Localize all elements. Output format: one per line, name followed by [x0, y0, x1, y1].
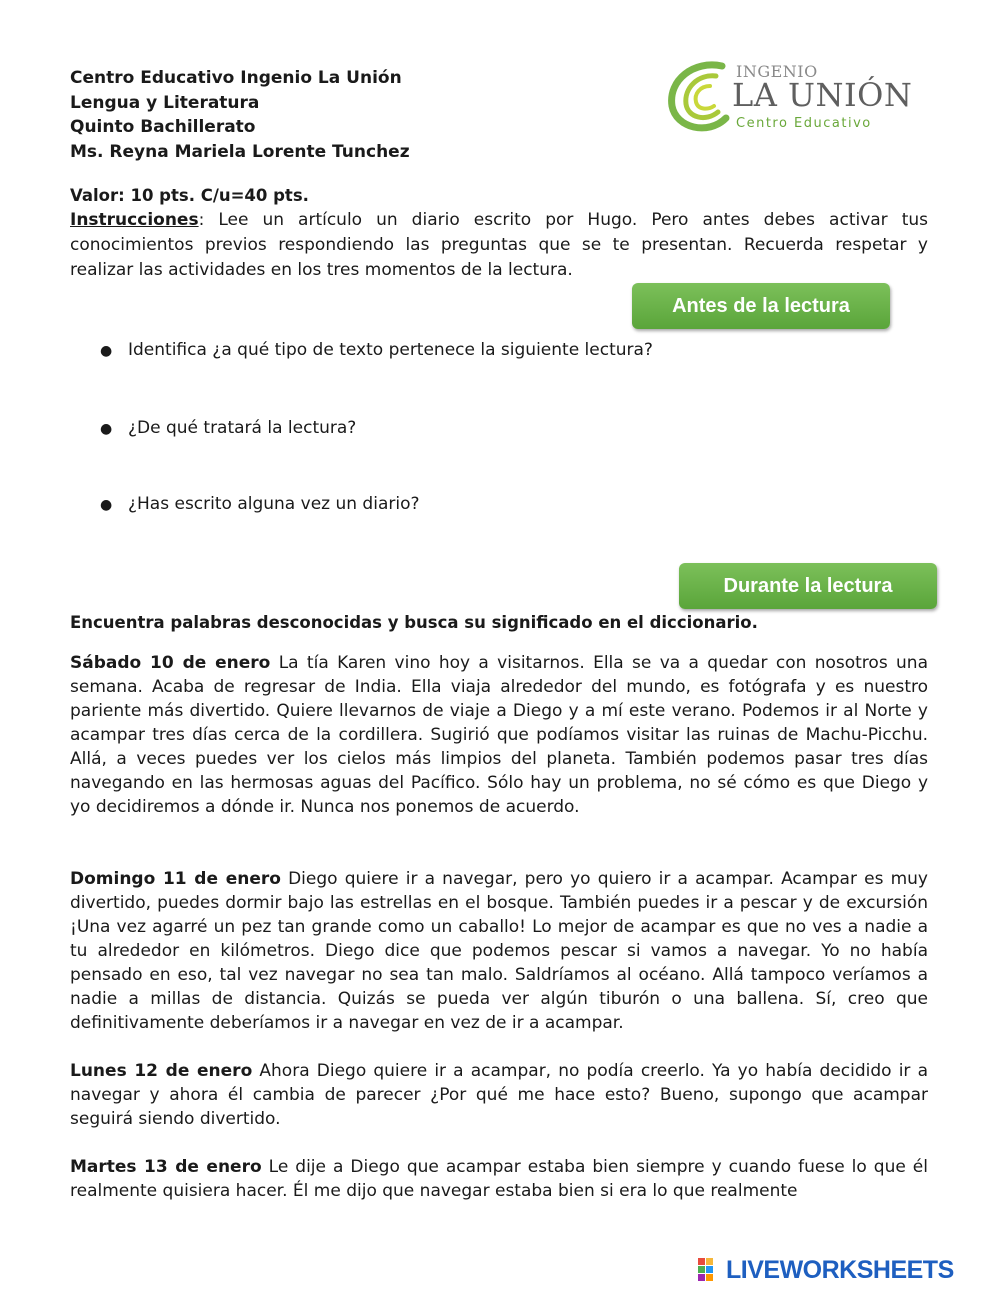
logo-main-text: LA UNIÓN	[732, 76, 913, 114]
diary-entry	[70, 1155, 928, 1203]
liveworksheets-text: LIVEWORKSHEETS	[726, 1256, 954, 1284]
score-value: Valor: 10 pts. C/u=40 pts.	[70, 186, 309, 205]
school-logo	[664, 58, 934, 136]
task-instruction: Encuentra palabras desconocidas y busca su significado en el diccionario.	[70, 613, 758, 632]
question-text: ¿Has escrito alguna vez un diario?	[128, 494, 420, 514]
instructions	[70, 208, 928, 283]
logo-swirl-icon	[664, 58, 734, 136]
diary-text: Ahora Diego quiere ir a acampar, no podía creerlo. Ya yo había decidido ir a navegar y ahora él cambia de parecer ¿Por qué me hace esto? Bueno, supongo que acampar seguirá siendo divertido.	[70, 1061, 928, 1129]
section-badge-antes: Antes de la lectura	[632, 283, 890, 329]
grade-name: Quinto Bachillerato	[70, 117, 256, 137]
bullet-icon: ●	[100, 421, 113, 437]
section-badge-durante: Durante la lectura	[679, 563, 937, 609]
question-item	[100, 340, 653, 360]
bullet-icon: ●	[100, 343, 113, 359]
liveworksheets-logo-icon	[698, 1258, 722, 1282]
diary-date: Domingo 11 de enero	[70, 869, 281, 889]
school-name: Centro Educativo Ingenio La Unión	[70, 68, 402, 88]
diary-entry	[70, 651, 928, 819]
diary-date: Sábado 10 de enero	[70, 653, 271, 673]
subject-name: Lengua y Literatura	[70, 92, 260, 113]
instructions-text: : Lee un artículo un diario escrito por Hugo. Pero antes debes activar tus conocimientos previos respondiendo las preguntas que se te presentan. Recuerda respetar y realizar las actividades en los tres momentos de la lectura.	[70, 210, 928, 280]
teacher-name: Ms. Reyna Mariela Lorente Tunchez	[70, 141, 410, 162]
header-info	[70, 66, 410, 164]
diary-date: Lunes 12 de enero	[70, 1061, 253, 1081]
instructions-label: Instrucciones	[70, 210, 199, 230]
logo-top-text: INGENIO	[736, 62, 818, 81]
diary-text: La tía Karen vino hoy a visitarnos. Ella se va a quedar con nosotros una semana. Acaba de regresar de India. Ella viaja alrededor del mundo, es fotógrafa y es nuestro pariente más divertido. Quiere llevarnos de viaje a Diego y a mí este verano. Podemos ir al Norte y acampar tres días cerca de la cordillera. Sugirió que podíamos visitar las ruinas de Machu-Picchu. Allá, a veces puedes ver los cielos más limpios del planeta. También podemos pasar tres días navegando en las hermosas aguas del Pacífico. Sólo hay un problema, no sé cómo es que Diego y yo decidiremos a dónde ir. Nunca nos ponemos de acuerdo.	[70, 653, 928, 817]
question-item	[100, 418, 356, 438]
question-text: ¿De qué tratará la lectura?	[128, 418, 357, 438]
logo-sub-text: Centro Educativo	[736, 116, 872, 131]
question-item	[100, 494, 420, 514]
question-text: Identifica ¿a qué tipo de texto pertenece la siguiente lectura?	[128, 340, 653, 360]
diary-text: Diego quiere ir a navegar, pero yo quiero ir a acampar. Acampar es muy divertido, puedes dormir bajo las estrellas en el bosque. También puedes ir a pescar y de excursión ¡Una vez agarré un pez tan grande como un caballo! Lo mejor de acampar es que no ves a nadie a tu alrededor en kilómetros. Diego dice que podemos pescar si vamos a navegar. Yo no había pensado en eso, tal vez navegar no sea tan malo. Saldríamos al océano. Allá tampoco veríamos a nadie a millas de distancia. Quizás se pueda ver algún tiburón o una ballena. Sí, creo que definitivamente deberíamos ir a navegar en vez de ir a acampar.	[70, 869, 928, 1033]
diary-date: Martes 13 de enero	[70, 1157, 262, 1177]
diary-entry	[70, 867, 928, 1035]
diary-text: Le dije a Diego que acampar estaba bien siempre y cuando fuese lo que él realmente quisiera hacer. Él me dijo que navegar estaba bien si era lo que realmente	[70, 1157, 928, 1201]
bullet-icon: ●	[100, 497, 113, 513]
diary-entry	[70, 1059, 928, 1131]
